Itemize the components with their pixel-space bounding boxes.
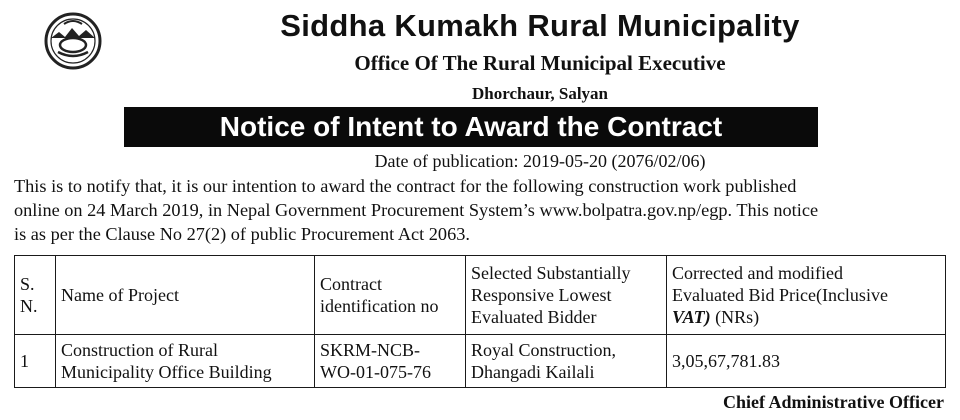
notice-body (14, 174, 946, 246)
contract-award-table (14, 255, 946, 388)
cell-serial-number: 1 (15, 335, 56, 388)
table-header-row (15, 256, 946, 335)
cell-selected-bidder: Royal Construction, Dhangadi Kailali (466, 335, 667, 388)
office-location: Dhorchaur, Salyan (471, 84, 609, 103)
notice-body-line: online on 24 March 2019, in Nepal Government Procurement System’s www.bolpatra.gov.np/egp. This notice (14, 200, 819, 220)
header-selected-bidder: Selected Substantially Responsive Lowest Evaluated Bidder (466, 256, 667, 335)
cell-contract-id: SKRM-NCB- WO-01-075-76 (315, 335, 466, 388)
signatory-title: Chief Administrative Officer (723, 392, 944, 412)
header-contract-id: Contract identification no (315, 256, 466, 335)
header-bid-price: Corrected and modified Evaluated Bid Price(Inclusive VAT) (NRs) (667, 256, 946, 335)
table-row (15, 335, 946, 388)
municipality-seal-icon (44, 12, 102, 70)
office-name: Office Of The Rural Municipal Executive (354, 51, 726, 75)
notice-body-line: is as per the Clause No 27(2) of public Procurement Act 2063. (14, 224, 470, 244)
municipality-name: Siddha Kumakh Rural Municipality (280, 8, 800, 43)
header-serial-number: S. N. (15, 256, 56, 335)
cell-bid-price: 3,05,67,781.83 (667, 335, 946, 388)
header-project-name: Name of Project (56, 256, 315, 335)
cell-project-name: Construction of Rural Municipality Office Building (56, 335, 315, 388)
notice-body-line: This is to notify that, it is our intention to award the contract for the following construction work published (14, 176, 797, 196)
publication-date: Date of publication: 2019-05-20 (2076/02/06) (374, 151, 706, 171)
notice-title-banner: Notice of Intent to Award the Contract (124, 107, 818, 147)
